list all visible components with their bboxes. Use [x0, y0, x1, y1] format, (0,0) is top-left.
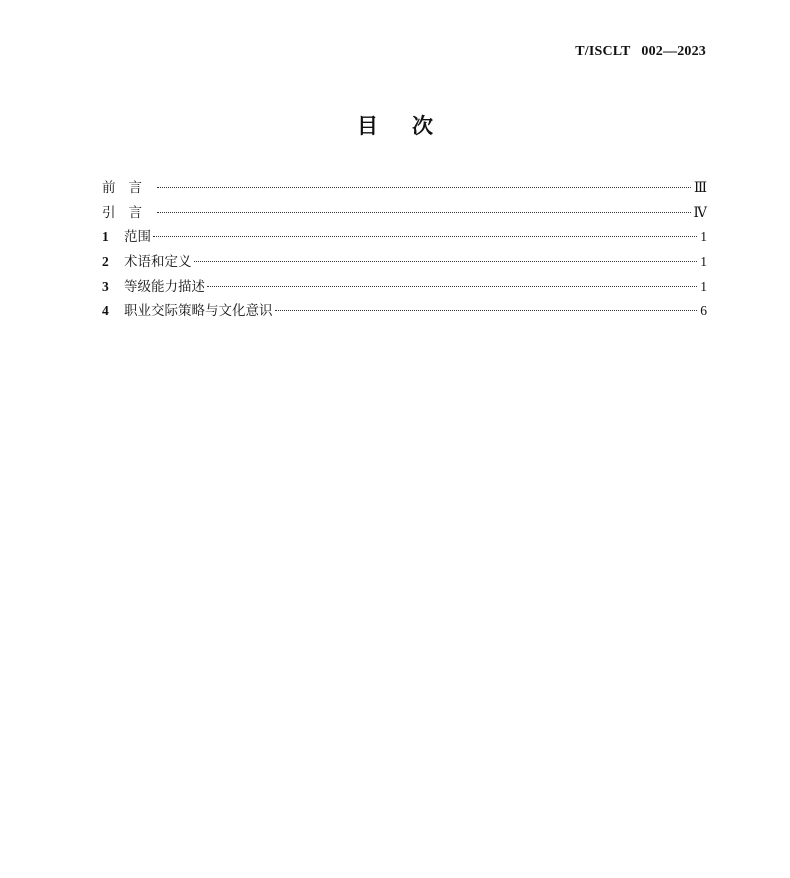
toc-dot-leader	[157, 212, 691, 213]
toc-entry-page: 1	[700, 254, 707, 270]
toc-entry-label: 术语和定义	[124, 254, 192, 271]
toc-dot-leader	[207, 286, 697, 287]
toc-entry-terms[interactable]	[102, 250, 707, 275]
toc-entry-strategies[interactable]	[102, 299, 707, 324]
toc-entry-label: 范围	[124, 229, 151, 246]
toc-entry-label: 前言	[102, 180, 155, 196]
toc-entry-page: 1	[700, 229, 707, 245]
toc-dot-leader	[194, 261, 698, 262]
toc-entry-page: Ⅳ	[693, 204, 707, 220]
toc-entry-page: 1	[700, 278, 707, 294]
toc-entry-scope[interactable]	[102, 225, 707, 250]
toc-title: 目次	[357, 114, 467, 138]
table-of-contents	[102, 176, 707, 324]
toc-entry-number: 2	[102, 254, 109, 270]
toc-entry-label: 等级能力描述	[124, 278, 205, 295]
toc-entry-foreword[interactable]	[102, 176, 707, 201]
toc-entry-page: Ⅲ	[693, 180, 707, 195]
toc-dot-leader	[157, 187, 691, 188]
toc-entry-number: 4	[102, 303, 109, 319]
document-code: T/ISCLT 002—2023	[575, 44, 706, 59]
toc-entry-introduction[interactable]	[102, 201, 707, 226]
toc-dot-leader	[153, 236, 697, 237]
toc-entry-number: 1	[102, 229, 109, 245]
toc-entry-label: 职业交际策略与文化意识	[124, 303, 273, 320]
toc-entry-label: 引言	[102, 204, 155, 221]
toc-entry-number: 3	[102, 278, 109, 294]
toc-dot-leader	[275, 310, 698, 311]
toc-entry-page: 6	[700, 303, 707, 319]
toc-entry-levels[interactable]	[102, 275, 707, 300]
